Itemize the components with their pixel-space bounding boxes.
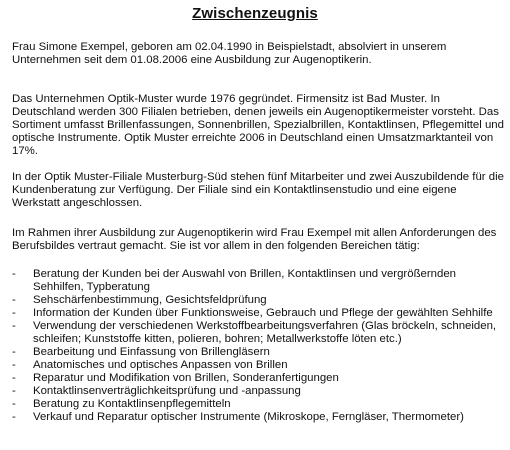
list-dash: - <box>12 346 16 358</box>
list-item-text: Kontaktlinsenverträglichkeitsprüfung und -anpassung <box>33 385 301 397</box>
list-dash: - <box>12 320 16 332</box>
list-item <box>12 385 504 398</box>
list-item-text: Beratung der Kunden bei der Auswahl von Brillen, Kontaktlinsen und vergrößernden Sehhilfen, Typberatung <box>33 268 456 293</box>
list-item <box>12 320 504 346</box>
list-item <box>12 411 504 424</box>
list-item <box>12 346 504 359</box>
list-item-text: Reparatur und Modifikation von Brillen, Sonderanfertigungen <box>33 372 339 384</box>
company-paragraph: Das Unternehmen Optik-Muster wurde 1976 gegründet. Firmensitz ist Bad Muster. In Deutschland werden 300 Filialen betrieben, denen jeweils ein Augenoptikermeister vorsteht. Das Sortiment umfasst Brillenfassungen, Sonnenbrillen, Spezialbrillen, Kontaktlinsen, Pflegemittel und optische Instrumente. Optik Muster erreichte 2006 in Deutschland einen Umsatzmarktanteil von 17%. <box>12 93 504 157</box>
list-dash: - <box>12 385 16 397</box>
list-item <box>12 398 504 411</box>
list-item <box>12 294 504 307</box>
list-item-text: Sehschärfenbestimmung, Gesichtsfeldprüfung <box>33 294 267 306</box>
training-paragraph: Im Rahmen ihrer Ausbildung zur Augenoptikerin wird Frau Exempel mit allen Anforderungen des Berufsbildes vertraut gemacht. Sie ist vor allem in den folgenden Bereichen tätig: <box>12 227 497 252</box>
list-dash: - <box>12 359 16 371</box>
task-list <box>12 268 504 424</box>
list-dash: - <box>12 294 16 306</box>
list-item-text: Verkauf und Reparatur optischer Instrumente (Mikroskope, Ferngläser, Thermometer) <box>33 411 464 423</box>
document-title: Zwischenzeugnis <box>192 5 318 22</box>
intro-paragraph: Frau Simone Exempel, geboren am 02.04.1990 in Beispielstadt, absolviert in unserem Unternehmen seit dem 01.08.2006 eine Ausbildung zur Augenoptikerin. <box>12 41 447 66</box>
list-item <box>12 268 504 294</box>
list-item-text: Anatomisches und optisches Anpassen von Brillen <box>33 359 288 371</box>
list-item-text: Verwendung der verschiedenen Werkstoffbearbeitungsverfahren (Glas bröckeln, schneiden, schleifen; Kunststoffe kitten, polieren, bohren; Metallwerkstoffe löten etc.) <box>33 320 497 345</box>
list-item-text: Information der Kunden über Funktionsweise, Gebrauch und Pflege der gewählten Sehhilfe <box>33 307 493 319</box>
list-dash: - <box>12 411 16 423</box>
list-dash: - <box>12 398 16 410</box>
list-dash: - <box>12 307 16 319</box>
branch-paragraph: In der Optik Muster-Filiale Musterburg-Süd stehen fünf Mitarbeiter und zwei Auszubildende für die Kundenberatung zur Verfügung. Der Filiale sind ein Kontaktlinsenstudio und eine eigene Werkstatt angeschlossen. <box>12 171 504 209</box>
list-item-text: Beratung zu Kontaktlinsenpflegemitteln <box>33 398 231 410</box>
list-item <box>12 372 504 385</box>
list-item <box>12 359 504 372</box>
list-dash: - <box>12 268 16 280</box>
list-item <box>12 307 504 320</box>
list-item-text: Bearbeitung und Einfassung von Brillengläsern <box>33 346 270 358</box>
list-dash: - <box>12 372 16 384</box>
